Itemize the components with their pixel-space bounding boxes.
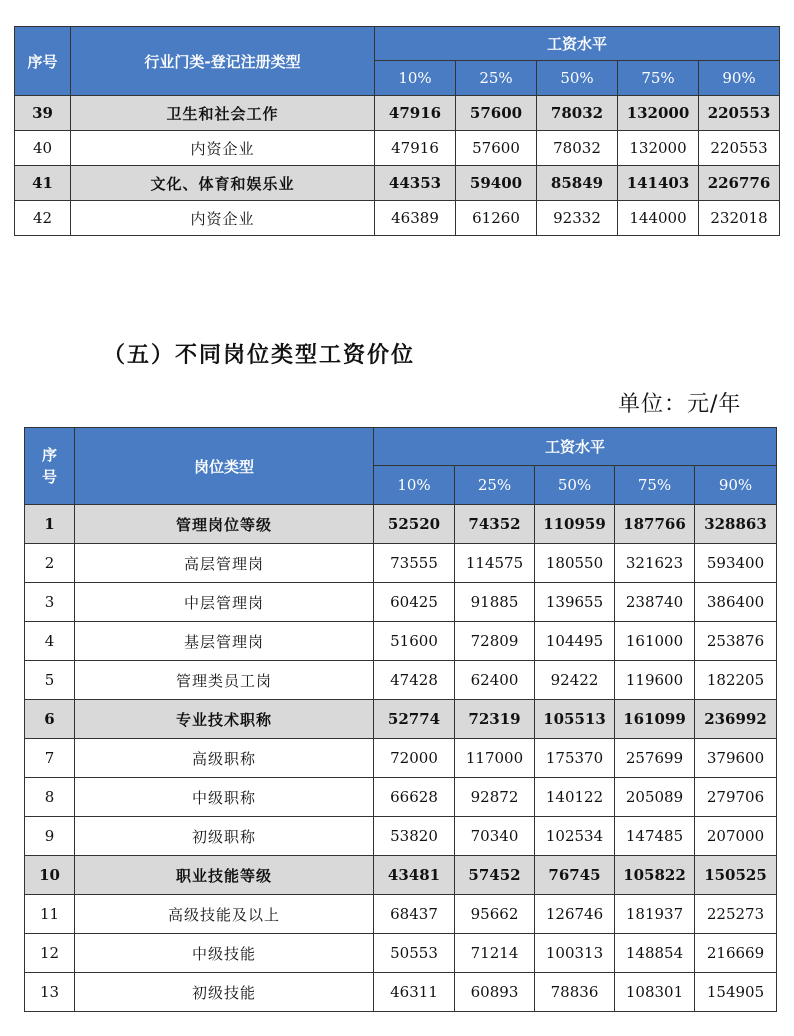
cell-p90: 154905 [695,973,777,1012]
cell-p25: 72319 [455,700,535,739]
header-p10: 10% [375,61,456,96]
cell-p10: 46311 [374,973,455,1012]
table-row [25,817,777,856]
cell-p75: 238740 [615,583,695,622]
cell-p10: 47916 [375,96,456,131]
row-seq: 12 [25,934,75,973]
cell-p10: 46389 [375,201,456,236]
cell-p25: 59400 [456,166,537,201]
row-category: 高级职称 [75,739,374,778]
cell-p75: 105822 [615,856,695,895]
row-seq: 5 [25,661,75,700]
cell-p50: 92332 [537,201,618,236]
row-seq: 9 [25,817,75,856]
header-p25: 25% [455,466,535,505]
cell-p75: 148854 [615,934,695,973]
cell-p25: 74352 [455,505,535,544]
row-seq: 4 [25,622,75,661]
cell-p50: 105513 [535,700,615,739]
unit-label: 单位：元/年 [618,392,742,417]
cell-p10: 43481 [374,856,455,895]
cell-p75: 257699 [615,739,695,778]
row-seq: 10 [25,856,75,895]
cell-p50: 78032 [537,96,618,131]
row-category: 管理岗位等级 [75,505,374,544]
row-seq: 8 [25,778,75,817]
cell-p90: 253876 [695,622,777,661]
cell-p10: 51600 [374,622,455,661]
cell-p90: 386400 [695,583,777,622]
header-p50: 50% [535,466,615,505]
cell-p10: 72000 [374,739,455,778]
cell-p10: 52520 [374,505,455,544]
cell-p75: 161099 [615,700,695,739]
section-title: （五）不同岗位类型工资价位 [103,343,416,368]
table-row [25,778,777,817]
cell-p50: 102534 [535,817,615,856]
row-category: 文化、体育和娱乐业 [71,166,375,201]
row-seq: 2 [25,544,75,583]
row-category: 内资企业 [71,201,375,236]
industry-wage-table [14,26,780,236]
row-seq: 1 [25,505,75,544]
header-p75: 75% [615,466,695,505]
row-category: 初级职称 [75,817,374,856]
cell-p25: 57600 [456,96,537,131]
cell-p10: 60425 [374,583,455,622]
header-p90: 90% [695,466,777,505]
header-seq: 序号 [15,27,71,96]
cell-p75: 108301 [615,973,695,1012]
table-row [25,895,777,934]
cell-p25: 60893 [455,973,535,1012]
cell-p25: 57600 [456,131,537,166]
cell-p10: 44353 [375,166,456,201]
header-p50: 50% [537,61,618,96]
table-row [25,505,777,544]
cell-p25: 61260 [456,201,537,236]
cell-p90: 232018 [699,201,780,236]
row-seq: 41 [15,166,71,201]
row-category: 初级技能 [75,973,374,1012]
row-seq: 11 [25,895,75,934]
cell-p25: 57452 [455,856,535,895]
cell-p10: 53820 [374,817,455,856]
cell-p50: 126746 [535,895,615,934]
table-row [25,739,777,778]
table-row [15,201,780,236]
row-seq: 39 [15,96,71,131]
cell-p10: 66628 [374,778,455,817]
row-category: 中级职称 [75,778,374,817]
table-row [15,166,780,201]
cell-p25: 117000 [455,739,535,778]
row-seq: 7 [25,739,75,778]
cell-p90: 328863 [695,505,777,544]
row-category: 高级技能及以上 [75,895,374,934]
cell-p50: 180550 [535,544,615,583]
cell-p90: 216669 [695,934,777,973]
cell-p75: 119600 [615,661,695,700]
table-row [25,934,777,973]
cell-p75: 132000 [618,131,699,166]
cell-p50: 78032 [537,131,618,166]
cell-p90: 379600 [695,739,777,778]
cell-p50: 104495 [535,622,615,661]
row-category: 内资企业 [71,131,375,166]
cell-p90: 226776 [699,166,780,201]
row-seq: 13 [25,973,75,1012]
table-row [25,661,777,700]
row-category: 基层管理岗 [75,622,374,661]
table-row [25,583,777,622]
table-row [15,96,780,131]
cell-p90: 593400 [695,544,777,583]
cell-p90: 207000 [695,817,777,856]
row-category: 职业技能等级 [75,856,374,895]
table-row [25,700,777,739]
header-category: 行业门类-登记注册类型 [71,27,375,96]
row-category: 中级技能 [75,934,374,973]
cell-p75: 141403 [618,166,699,201]
cell-p75: 187766 [615,505,695,544]
table-row [25,856,777,895]
cell-p90: 279706 [695,778,777,817]
header-category: 岗位类型 [75,428,374,505]
cell-p10: 47428 [374,661,455,700]
cell-p75: 161000 [615,622,695,661]
cell-p25: 62400 [455,661,535,700]
cell-p50: 175370 [535,739,615,778]
row-seq: 3 [25,583,75,622]
cell-p50: 76745 [535,856,615,895]
cell-p90: 150525 [695,856,777,895]
table-row [25,544,777,583]
cell-p25: 72809 [455,622,535,661]
row-category: 高层管理岗 [75,544,374,583]
cell-p50: 110959 [535,505,615,544]
row-seq: 42 [15,201,71,236]
cell-p75: 181937 [615,895,695,934]
header-seq: 序号 [25,428,75,505]
row-seq: 6 [25,700,75,739]
header-p75: 75% [618,61,699,96]
cell-p50: 139655 [535,583,615,622]
table-row [15,131,780,166]
cell-p25: 91885 [455,583,535,622]
cell-p50: 92422 [535,661,615,700]
row-category: 卫生和社会工作 [71,96,375,131]
header-p10: 10% [374,466,455,505]
cell-p50: 140122 [535,778,615,817]
cell-p10: 73555 [374,544,455,583]
cell-p10: 50553 [374,934,455,973]
cell-p10: 68437 [374,895,455,934]
table-row [25,973,777,1012]
cell-p10: 47916 [375,131,456,166]
cell-p25: 114575 [455,544,535,583]
cell-p50: 78836 [535,973,615,1012]
cell-p25: 71214 [455,934,535,973]
header-wage-level: 工资水平 [375,27,780,61]
row-category: 专业技术职称 [75,700,374,739]
row-seq: 40 [15,131,71,166]
table-row [25,622,777,661]
cell-p75: 147485 [615,817,695,856]
cell-p75: 205089 [615,778,695,817]
row-category: 中层管理岗 [75,583,374,622]
cell-p90: 220553 [699,131,780,166]
cell-p75: 144000 [618,201,699,236]
cell-p10: 52774 [374,700,455,739]
cell-p75: 321623 [615,544,695,583]
cell-p90: 225273 [695,895,777,934]
cell-p50: 100313 [535,934,615,973]
cell-p90: 182205 [695,661,777,700]
position-wage-table [24,427,777,1012]
cell-p90: 236992 [695,700,777,739]
cell-p90: 220553 [699,96,780,131]
header-p90: 90% [699,61,780,96]
row-category: 管理类员工岗 [75,661,374,700]
cell-p75: 132000 [618,96,699,131]
cell-p25: 92872 [455,778,535,817]
cell-p25: 95662 [455,895,535,934]
cell-p25: 70340 [455,817,535,856]
header-wage-level: 工资水平 [374,428,777,466]
header-p25: 25% [456,61,537,96]
cell-p50: 85849 [537,166,618,201]
